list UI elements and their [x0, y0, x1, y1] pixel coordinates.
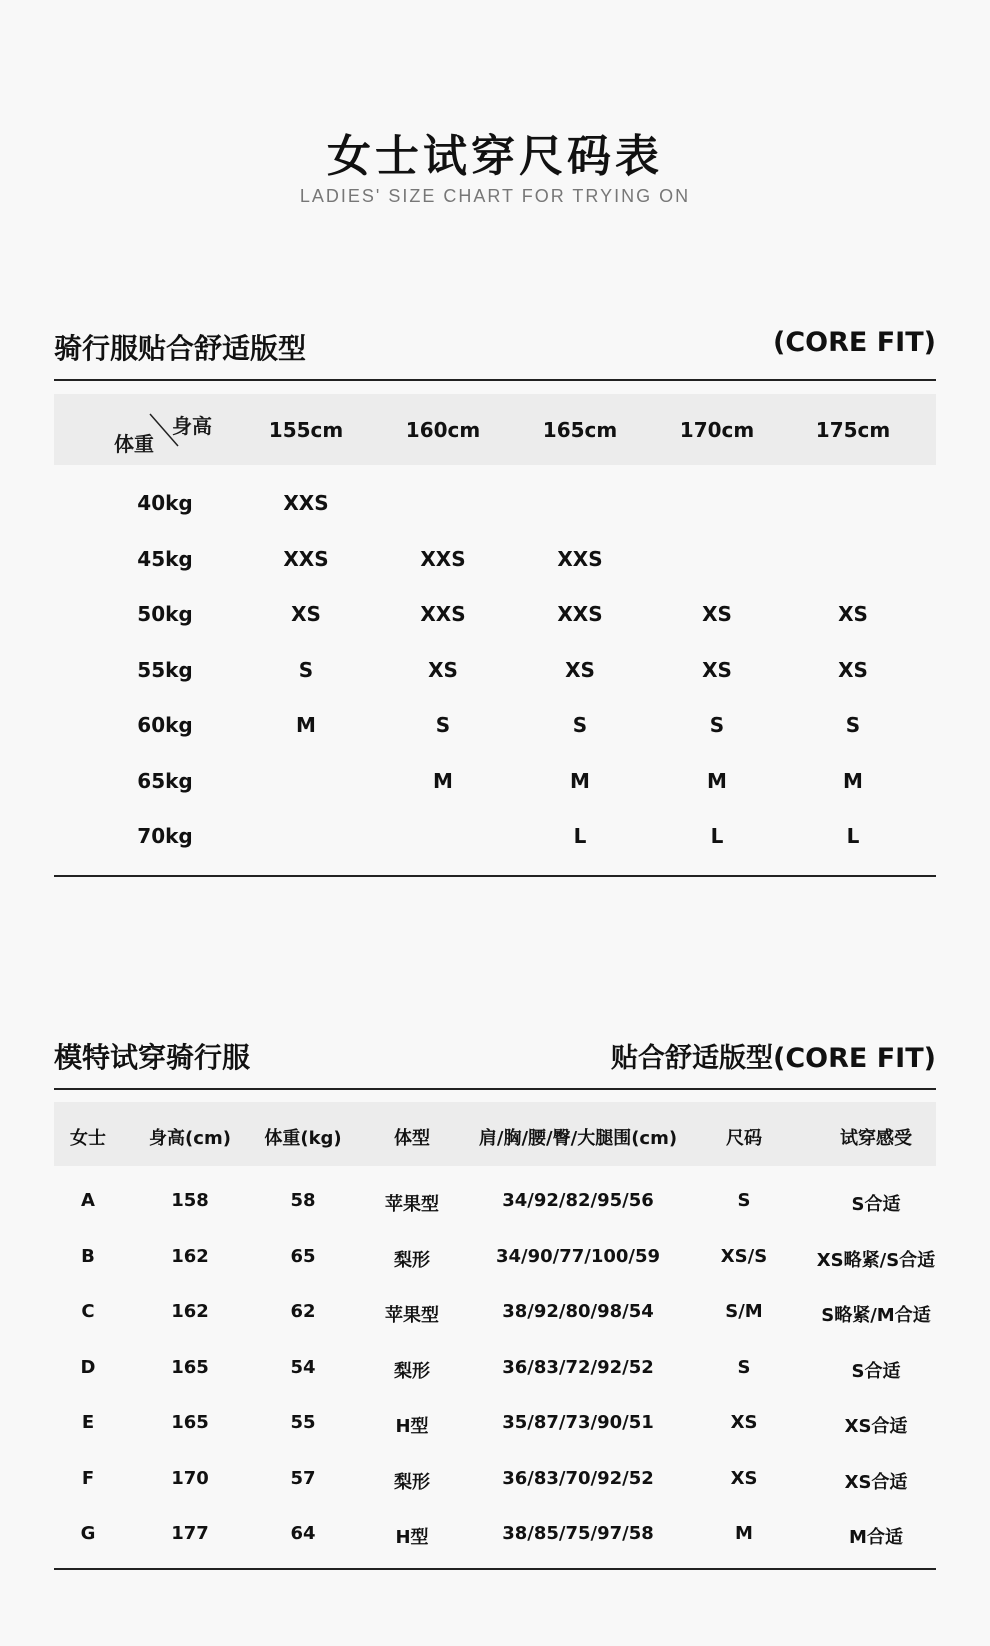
model-table-cell: D: [80, 1356, 96, 1378]
model-table-cell: S/M: [725, 1301, 763, 1322]
height-column-header: 155cm: [268, 418, 344, 442]
corner-weight-label: 体重: [114, 432, 154, 456]
size-cell: XS: [428, 657, 458, 682]
size-cell: S: [845, 713, 861, 737]
model-table-cell: F: [81, 1467, 95, 1489]
model-table-cell: 38/85/75/97/58: [502, 1523, 654, 1544]
size-cell: XS: [838, 602, 868, 626]
model-table-cell: 34/90/77/100/59: [495, 1245, 661, 1267]
model-table-cell: XS/S: [720, 1245, 768, 1267]
model-table-cell: 36/83/70/92/52: [502, 1467, 654, 1489]
model-table-cell: 158: [171, 1190, 209, 1211]
model-table-cell: 165: [171, 1356, 209, 1378]
model-table-cell: 苹果型: [385, 1194, 439, 1215]
model-table-cell: M合适: [849, 1527, 903, 1548]
model-table-cell: S略紧/M合适: [821, 1305, 931, 1326]
page-title: 女士试穿尺码表: [327, 131, 663, 182]
model-table-cell: A: [81, 1190, 95, 1211]
size-cell: XS: [702, 602, 732, 626]
model-table-cell: G: [80, 1523, 96, 1544]
size-cell: XXS: [557, 546, 603, 571]
size-chart-top-rule: [54, 379, 936, 381]
size-cell: XXS: [283, 491, 329, 515]
size-cell: S: [435, 713, 451, 737]
model-table-cell: 162: [171, 1301, 209, 1322]
model-table-cell: 62: [290, 1301, 316, 1322]
model-table-heading: [54, 1036, 936, 1076]
model-column-header: 身高(cm): [149, 1128, 231, 1149]
size-cell: XS: [838, 657, 868, 682]
size-chart-fit-label: (CORE FIT): [773, 327, 936, 358]
model-table-cell: 58: [290, 1190, 316, 1211]
size-cell: XXS: [420, 602, 466, 626]
size-cell: L: [710, 824, 724, 848]
size-cell: XS: [291, 602, 321, 626]
size-chart-bottom-rule: [54, 875, 936, 877]
size-chart-title: 骑行服贴合舒适版型: [54, 332, 307, 365]
corner-height-label: 身高: [172, 414, 212, 438]
model-table-cell: 55: [290, 1412, 316, 1433]
size-cell: XXS: [283, 546, 329, 571]
model-table-cell: 54: [290, 1356, 316, 1378]
size-cell: XS: [702, 657, 732, 682]
model-table-cell: 38/92/80/98/54: [502, 1301, 654, 1322]
model-table-cell: XS: [730, 1467, 758, 1489]
size-cell: S: [298, 657, 314, 682]
model-table-cell: XS: [730, 1412, 758, 1433]
corner-diagonal-divider: [148, 412, 180, 448]
model-table-cell: 35/87/73/90/51: [502, 1412, 654, 1433]
weight-row-label: 55kg: [137, 657, 193, 682]
model-table-cell: 165: [171, 1412, 209, 1433]
size-cell: M: [296, 713, 316, 737]
model-table-cell: C: [81, 1301, 95, 1322]
height-column-header: 165cm: [542, 418, 618, 442]
size-cell: M: [433, 768, 453, 793]
model-column-header: 女士: [70, 1128, 106, 1149]
weight-row-label: 70kg: [137, 824, 193, 848]
weight-row-label: 50kg: [137, 602, 193, 626]
model-table-cell: 162: [171, 1245, 209, 1267]
weight-row-label: 40kg: [137, 491, 193, 515]
model-table-cell: XS合适: [844, 1471, 908, 1493]
model-table-cell: S: [737, 1356, 751, 1378]
model-table-cell: 梨形: [394, 1249, 430, 1271]
size-cell: XXS: [557, 602, 603, 626]
weight-row-label: 45kg: [137, 546, 193, 571]
page-subtitle: LADIES' SIZE CHART FOR TRYING ON: [299, 186, 691, 206]
model-column-header: 尺码: [726, 1128, 762, 1149]
size-cell: S: [572, 713, 588, 737]
size-chart-heading: [54, 327, 936, 367]
model-table-cell: 64: [290, 1523, 316, 1544]
model-table-cell: 177: [171, 1523, 209, 1544]
model-table-cell: S: [737, 1190, 751, 1211]
size-cell: M: [570, 768, 590, 793]
height-column-header: 160cm: [405, 418, 481, 442]
model-table-cell: H型: [395, 1527, 429, 1548]
model-table-bottom-rule: [54, 1568, 936, 1570]
model-table-cell: E: [81, 1412, 95, 1433]
model-table-fit-label: 贴合舒适版型(CORE FIT): [611, 1043, 936, 1074]
model-table-cell: XS合适: [844, 1416, 908, 1437]
model-column-header: 肩/胸/腰/臀/大腿围(cm): [478, 1128, 678, 1149]
size-cell: L: [846, 824, 860, 848]
model-table-cell: XS略紧/S合适: [816, 1249, 936, 1271]
model-table-cell: 57: [290, 1467, 316, 1489]
model-table-cell: S合适: [851, 1360, 901, 1382]
size-cell: XXS: [420, 546, 466, 571]
height-column-header: 170cm: [679, 418, 755, 442]
model-table-cell: 梨形: [394, 1471, 430, 1493]
model-table-cell: H型: [395, 1416, 429, 1437]
model-table-cell: M: [735, 1523, 753, 1544]
height-column-header: 175cm: [815, 418, 891, 442]
size-cell: M: [707, 768, 727, 793]
model-table-cell: 苹果型: [385, 1305, 439, 1326]
size-cell: S: [709, 713, 725, 737]
size-cell: XS: [565, 657, 595, 682]
model-column-header: 试穿感受: [840, 1128, 912, 1149]
model-table-top-rule: [54, 1088, 936, 1090]
model-table-cell: 65: [290, 1245, 316, 1267]
model-table-cell: 梨形: [394, 1360, 430, 1382]
model-table-cell: 34/92/82/95/56: [502, 1190, 654, 1211]
model-table-cell: 170: [171, 1467, 209, 1489]
size-cell: L: [573, 824, 587, 848]
model-column-header: 体型: [394, 1128, 430, 1149]
size-cell: M: [843, 768, 863, 793]
model-table-cell: S合适: [851, 1194, 901, 1215]
weight-row-label: 60kg: [137, 713, 193, 737]
weight-row-label: 65kg: [137, 768, 193, 793]
model-table-title: 模特试穿骑行服: [54, 1041, 251, 1074]
model-table-cell: 36/83/72/92/52: [502, 1356, 654, 1378]
model-column-header: 体重(kg): [264, 1128, 342, 1149]
model-table-cell: B: [81, 1245, 95, 1267]
